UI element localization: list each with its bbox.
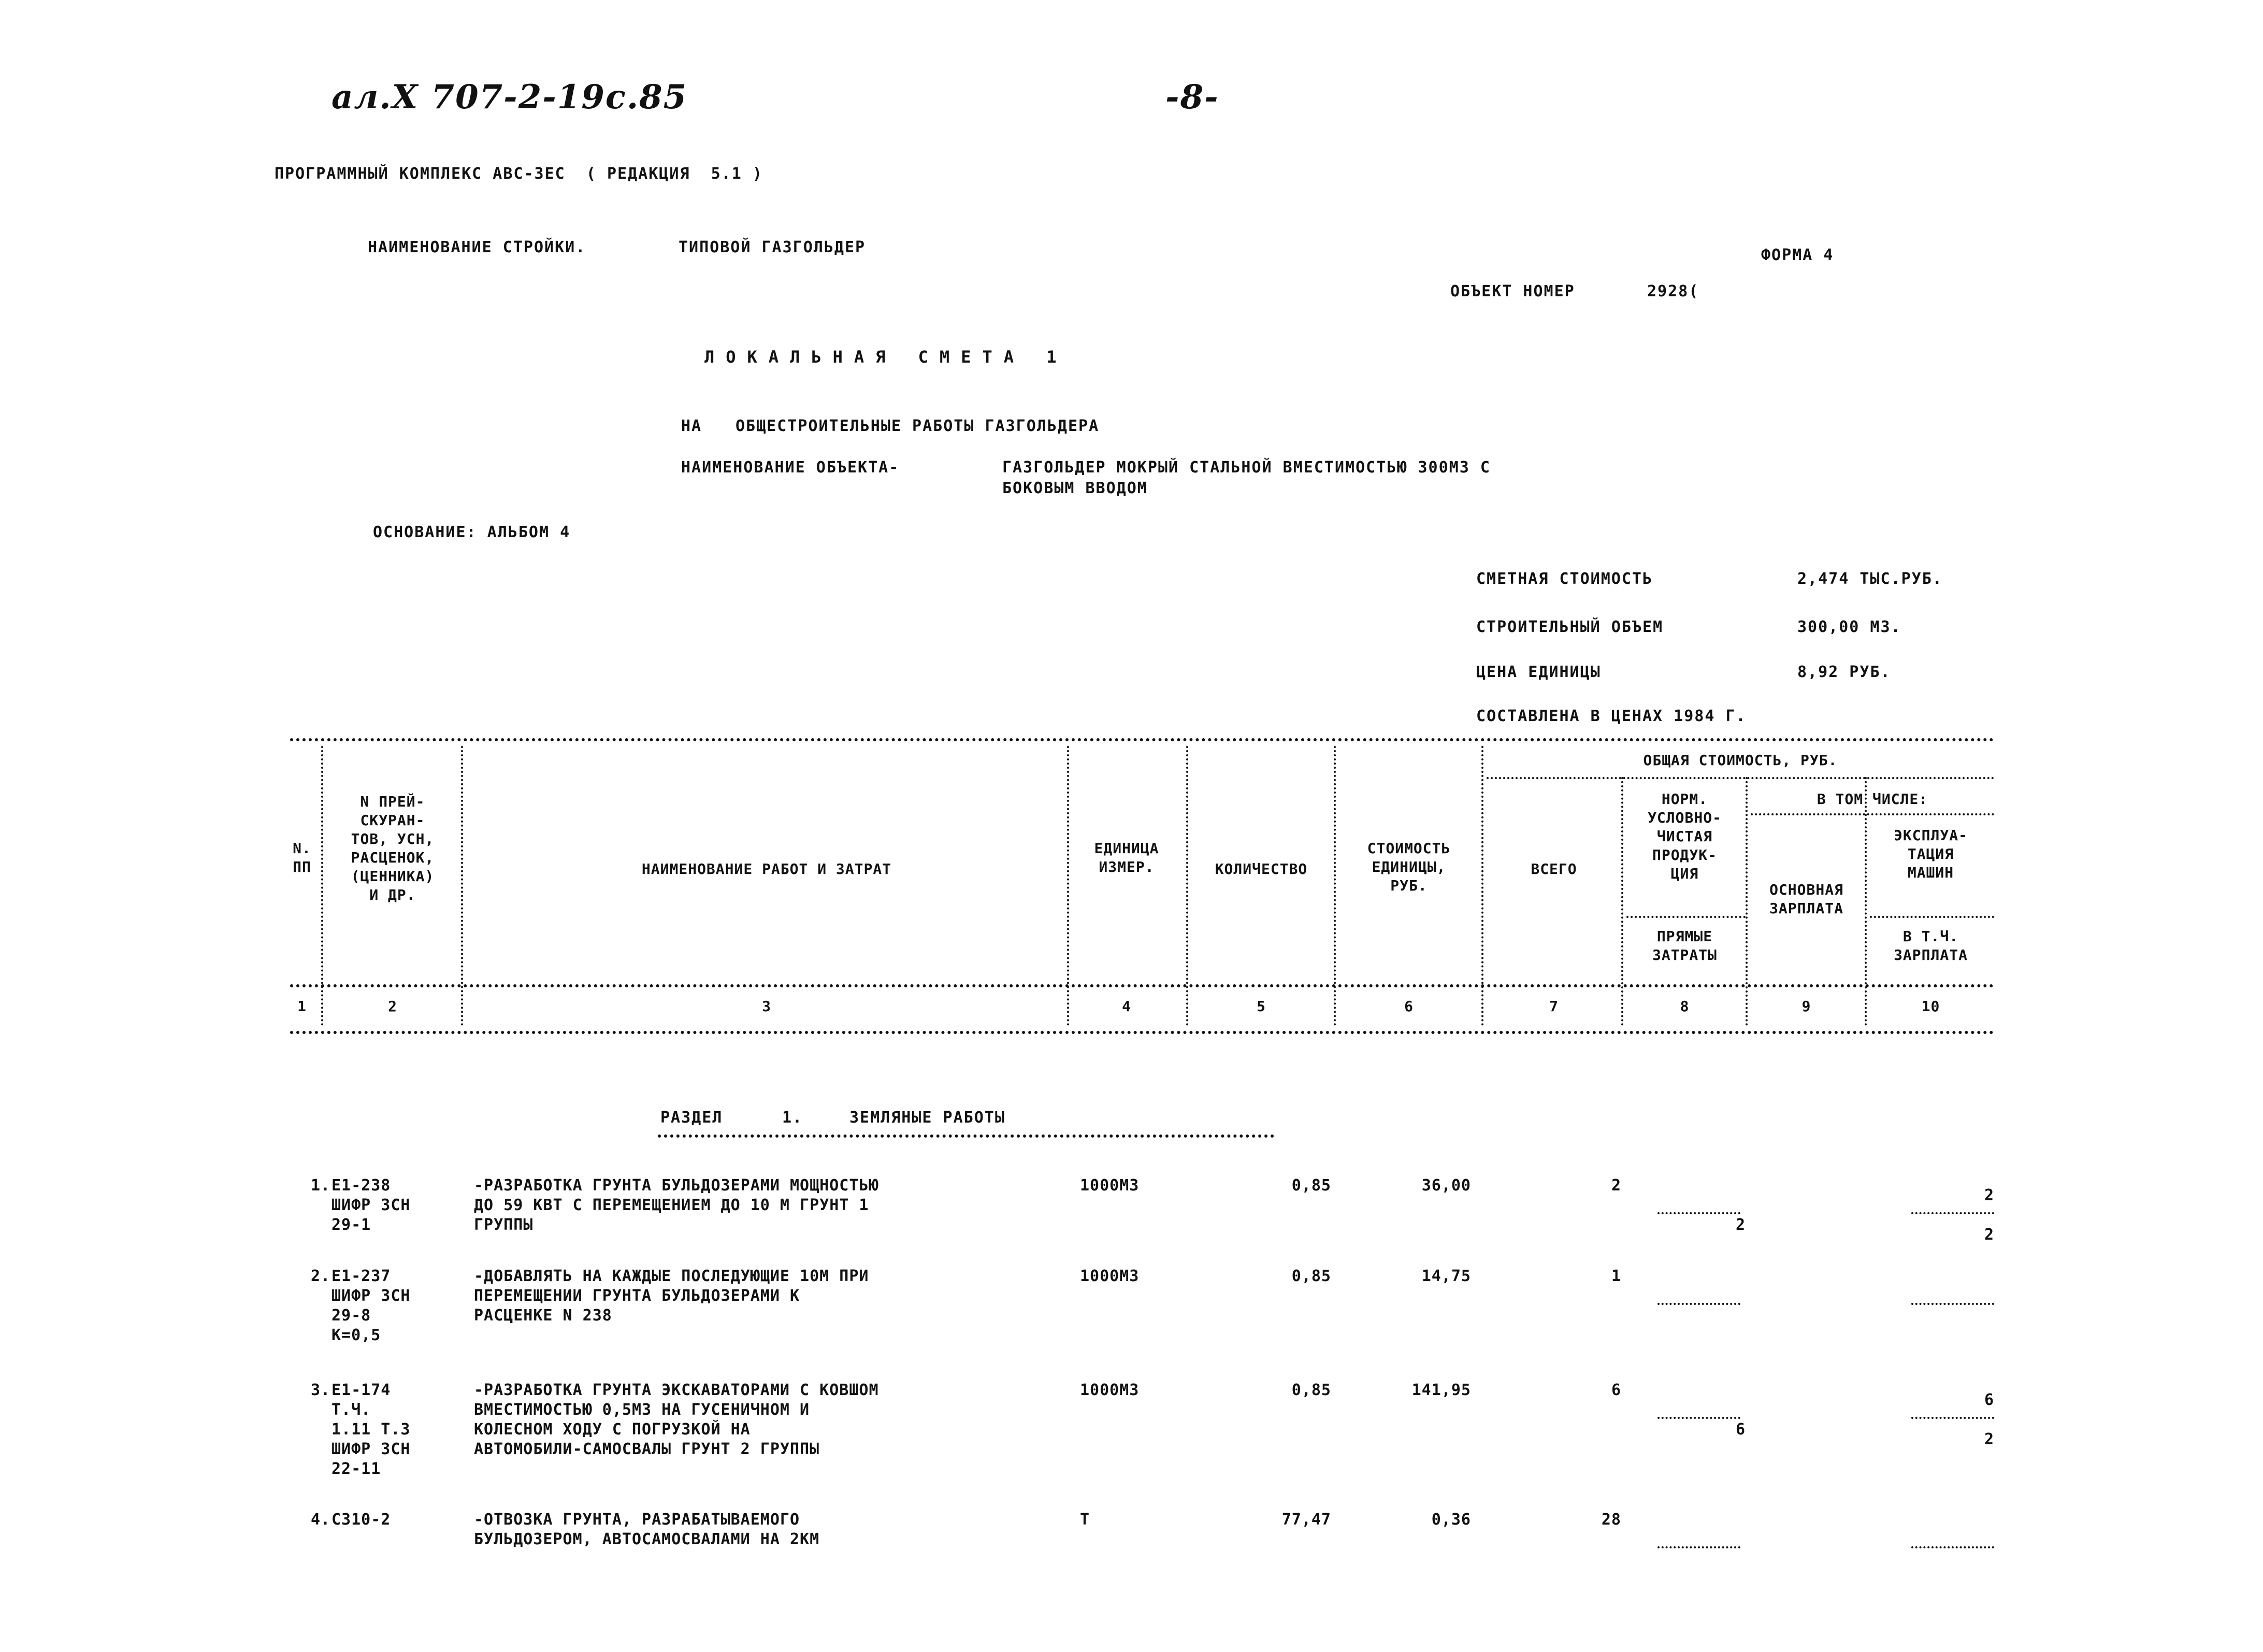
row-number: 1. (311, 1176, 331, 1195)
form-label: ФОРМА 4 (1761, 246, 1834, 264)
summary-value: 8,92 РУБ. (1797, 663, 1891, 681)
table-header-rule (290, 984, 1994, 987)
cell-divider (1911, 1303, 1994, 1305)
handwritten-doc-code: ал.X 707-2-19с.85 (331, 78, 688, 117)
section-title: ЗЕМЛЯНЫЕ РАБОТЫ (849, 1109, 1005, 1127)
column-divider (321, 746, 323, 1026)
summary-label: ЦЕНА ЕДИНИЦЫ (1476, 663, 1601, 681)
column-number: 10 (1921, 998, 1940, 1015)
header-unit: ЕДИНИЦА ИЗМЕР. (1094, 840, 1159, 875)
subcell-rule (1626, 916, 1746, 918)
row-code: Е1-238 ШИФР ЗСН 29-1 (331, 1176, 411, 1234)
section-label: РАЗДЕЛ (660, 1109, 723, 1127)
section-underline (658, 1134, 1274, 1138)
row-code: Е1-237 ШИФР ЗСН 29-8 К=0,5 (331, 1267, 411, 1344)
column-number: 1 (297, 998, 307, 1015)
row-unit-price: 36,00 (1421, 1176, 1471, 1195)
row-total: 28 (1601, 1511, 1621, 1529)
table-numbers-rule (290, 1031, 1994, 1034)
summary-label: СОСТАВЛЕНА В ЦЕНАХ 1984 Г. (1476, 707, 1747, 725)
row-total: 2 (1611, 1176, 1621, 1195)
cell-divider (1657, 1546, 1740, 1548)
header-code: N ПРЕЙ- СКУРАН- ТОВ, УСН, РАСЦЕНОК, (ЦЕННИКА) И ДР. (351, 793, 435, 903)
estimate-for-value: ОБЩЕСТРОИТЕЛЬНЫЕ РАБОТЫ ГАЗГОЛЬДЕРА (736, 417, 1100, 435)
row-quantity: 77,47 (1281, 1511, 1331, 1529)
object-number-label: ОБЪЕКТ НОМЕР (1450, 282, 1575, 300)
column-number: 3 (762, 998, 771, 1015)
row-unit: 1000М3 (1080, 1381, 1140, 1399)
header-direct-costs: ПРЯМЫЕ ЗАТРАТЫ (1652, 928, 1717, 964)
column-divider (1067, 746, 1069, 1026)
column-divider (1621, 777, 1623, 1026)
row-total: 6 (1611, 1381, 1621, 1399)
header-including: В ТОМ ЧИСЛЕ: (1817, 791, 1928, 808)
row-quantity: 0,85 (1291, 1381, 1331, 1399)
row-work-name: -РАЗРАБОТКА ГРУНТА БУЛЬДОЗЕРАМИ МОЩНОСТЬЮ ДО 59 КВТ С ПЕРЕМЕЩЕНИЕМ ДО 10 М ГРУНТ 1 ГРУППЫ (474, 1176, 879, 1234)
row-unit: Т (1080, 1511, 1090, 1529)
header-row-number: N. ПП (293, 840, 311, 875)
cell-divider (1911, 1417, 1994, 1419)
row-total: 1 (1611, 1267, 1621, 1285)
column-divider (1481, 746, 1483, 1026)
software-line: ПРОГРАММНЫЙ КОМПЛЕКС АВС-ЗЕС ( РЕДАКЦИЯ 5.1 ) (275, 165, 763, 183)
header-incl-salary: В Т.Ч. ЗАРПЛАТА (1894, 928, 1968, 964)
cell-divider (1657, 1212, 1740, 1214)
subcell-rule (1870, 916, 1994, 918)
cell-divider (1657, 1303, 1740, 1305)
column-divider (1186, 746, 1188, 1026)
row-code: С310-2 (331, 1511, 391, 1529)
column-number: 2 (388, 998, 397, 1015)
section-number: 1. (782, 1109, 803, 1127)
page-number: -8- (1165, 78, 1219, 117)
object-number-value: 2928( (1647, 282, 1699, 300)
header-total-group: ОБЩАЯ СТОИМОСТЬ, РУБ. (1643, 752, 1838, 769)
estimate-for-label: НА (681, 417, 702, 435)
row-unit-price: 141,95 (1411, 1381, 1471, 1399)
column-divider (1334, 746, 1336, 1026)
table-row (0, 1267, 2263, 1360)
summary-value: 2,474 ТЫС.РУБ. (1797, 570, 1943, 588)
column-divider (1746, 777, 1748, 1026)
column-number: 9 (1801, 998, 1811, 1015)
construction-label: НАИМЕНОВАНИЕ СТРОЙКИ. (368, 238, 586, 256)
column-number: 5 (1257, 998, 1266, 1015)
table-row (0, 1176, 2263, 1254)
header-work-name: НАИМЕНОВАНИЕ РАБОТ И ЗАТРАТ (641, 860, 892, 878)
row-unit: 1000М3 (1080, 1267, 1140, 1285)
document-heading: ЛОКАЛЬНАЯ СМЕТА 1 (704, 347, 1068, 367)
summary-label: СТРОИТЕЛЬНЫЙ ОБЪЕМ (1476, 618, 1664, 636)
header-normative: НОРМ. УСЛОВНО- ЧИСТАЯ ПРОДУК- ЦИЯ (1648, 791, 1722, 882)
row-quantity: 0,85 (1291, 1267, 1331, 1285)
table-row (0, 1381, 2263, 1495)
table-row (0, 1510, 2263, 1562)
summary-value: 300,00 М3. (1797, 618, 1901, 636)
row-work-name: -РАЗРАБОТКА ГРУНТА ЭКСКАВАТОРАМИ С КОВШОМ ВМЕСТИМОСТЬЮ 0,5М3 НА ГУСЕНИЧНОМ И КОЛЕСНОМ ХОДУ С ПОГРУЗКОЙ НА АВТОМОБИЛИ-САМОСВАЛЫ ГРУНТ 2 ГРУППЫ (474, 1381, 879, 1458)
row-code: Е1-174 Т.Ч. 1.11 Т.3 ШИФР ЗСН 22-11 (331, 1381, 411, 1478)
row-machine-operation: 6 2 (1984, 1391, 1994, 1448)
row-number: 3. (311, 1381, 331, 1399)
object-name-line2: БОКОВЫМ ВВОДОМ (1002, 479, 1148, 497)
object-name-label: НАИМЕНОВАНИЕ ОБЪЕКТА- (681, 458, 900, 477)
row-direct-costs: 6 (1735, 1420, 1746, 1439)
subgroup-rule (1751, 813, 1994, 815)
column-number: 7 (1549, 998, 1559, 1015)
row-direct-costs: 2 (1735, 1216, 1746, 1234)
header-machine-operation: ЭКСПЛУА- ТАЦИЯ МАШИН (1894, 827, 1968, 881)
basis-line: ОСНОВАНИЕ: АЛЬБОМ 4 (373, 523, 571, 541)
column-number: 8 (1680, 998, 1690, 1015)
header-unit-price: СТОИМОСТЬ ЕДИНИЦЫ, РУБ. (1367, 840, 1451, 894)
header-quantity: КОЛИЧЕСТВО (1215, 860, 1308, 878)
row-work-name: -ДОБАВЛЯТЬ НА КАЖДЫЕ ПОСЛЕДУЮЩИЕ 10М ПРИ ПЕРЕМЕЩЕНИИ ГРУНТА БУЛЬДОЗЕРАМИ К РАСЦЕНКЕ N 238 (474, 1267, 869, 1325)
cell-divider (1911, 1546, 1994, 1548)
column-number: 4 (1122, 998, 1131, 1015)
row-work-name: -ОТВОЗКА ГРУНТА, РАЗРАБАТЫВАЕМОГО БУЛЬДОЗЕРОМ, АВТОСАМОСВАЛАМИ НА 2КМ (474, 1511, 820, 1548)
cell-divider (1657, 1417, 1740, 1419)
row-quantity: 0,85 (1291, 1176, 1331, 1195)
column-divider (461, 746, 463, 1026)
row-unit: 1000М3 (1080, 1176, 1140, 1195)
header-base-salary: ОСНОВНАЯ ЗАРПЛАТА (1769, 881, 1843, 917)
cell-divider (1911, 1212, 1994, 1214)
column-number: 6 (1404, 998, 1414, 1015)
row-number: 4. (311, 1511, 331, 1529)
row-unit-price: 0,36 (1431, 1511, 1471, 1529)
object-name-line1: ГАЗГОЛЬДЕР МОКРЫЙ СТАЛЬНОЙ ВМЕСТИМОСТЬЮ 300М3 С (1002, 458, 1491, 477)
summary-label: СМЕТНАЯ СТОИМОСТЬ (1476, 570, 1653, 588)
row-number: 2. (311, 1267, 331, 1285)
row-unit-price: 14,75 (1421, 1267, 1471, 1285)
group-rule (1487, 777, 1994, 779)
table-top-rule (290, 738, 1994, 741)
row-machine-operation: 2 2 (1984, 1186, 1994, 1244)
header-total: ВСЕГО (1531, 860, 1577, 878)
construction-value: ТИПОВОЙ ГАЗГОЛЬДЕР (679, 238, 866, 256)
